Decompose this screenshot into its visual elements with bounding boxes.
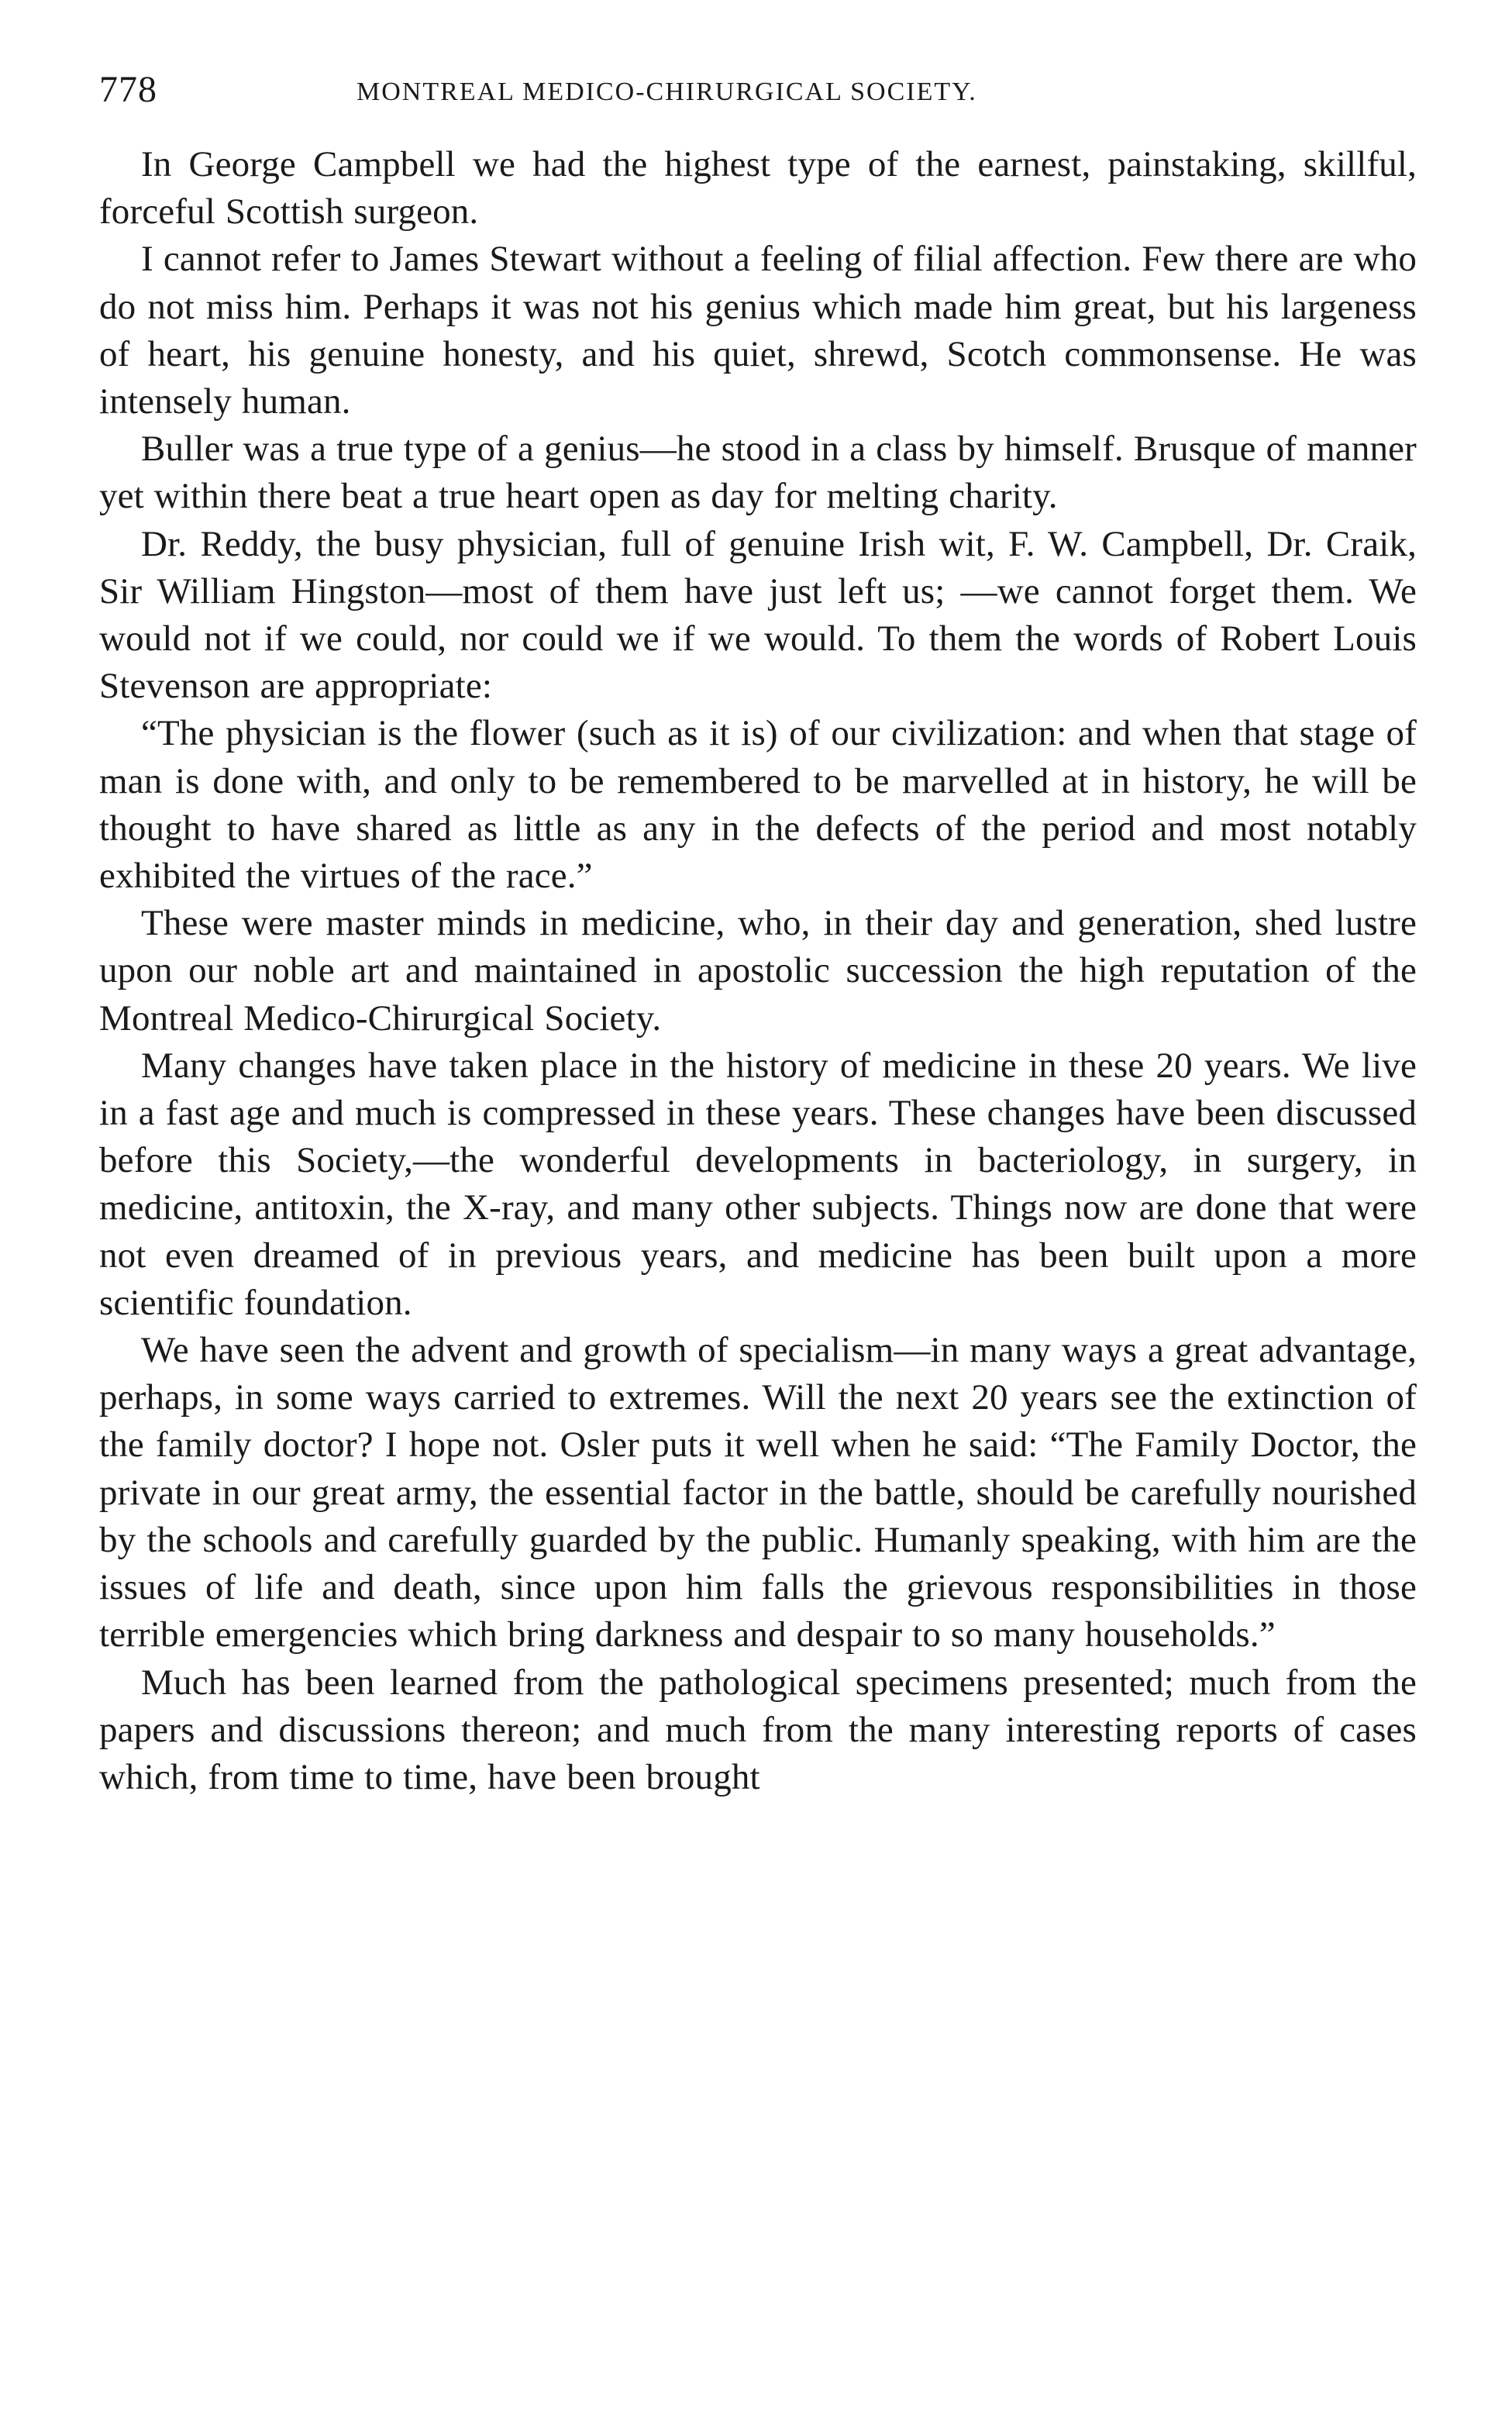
paragraph-pathological: Much has been learned from the pathological specimens presented; much from the papers and discussions thereon; and much from the many interesting reports of cases which, from time to time, have been brought [99,1662,1417,1797]
running-header [99,62,1417,132]
page-number: 778 [99,69,157,110]
paragraph-specialism: We have seen the advent and growth of specialism—in many ways a great advantage, perhaps, in some ways carried to extremes. Will the next 20 years see the extinction of the family doctor? I hope not. Osler puts it well when he said: “The Family Doctor, the private in our great army, the essential factor in the battle, should be carefully nourished by the schools and carefully guarded by the public. Humanly speaking, with him are the issues of life and death, since upon him falls the grievous responsibilities in those terrible emergencies which bring darkness and despair to so many households.” [99,1330,1417,1655]
paragraph-stewart: I cannot refer to James Stewart without a feeling of filial affection. Few there are who do not miss him. Perhaps it was not his genius which made him great, but his largeness of heart, his genuine honesty, and his quiet, shrewd, Scotch commonsense. He was intensely human. [99,239,1417,422]
body-text [99,141,1417,1801]
paragraph-master-minds: These were master minds in medicine, who, in their day and generation, shed lustre upon our noble art and maintained in apostolic succession the high reputation of the Montreal Medico-Chirurgical Society. [99,903,1417,1039]
running-title: MONTREAL MEDICO-CHIRURGICAL SOCIETY. [356,78,977,106]
paragraph-stevenson-quote: “The physician is the flower (such as it is) of our civilization: and when that stage of man is done with, and only to be remembered to be marvelled at in history, he will be thought to have shared as little as any in the defects of the period and most notably exhibited the virtues of the race.” [99,713,1417,897]
paragraph-buller: Buller was a true type of a genius—he stood in a class by himself. Brusque of manner yet within there beat a true heart open as day for melting charity. [99,429,1417,517]
paragraph-reddy: Dr. Reddy, the busy physician, full of genuine Irish wit, F. W. Campbell, Dr. Craik, Sir William Hingston—most of them have just left us; —we cannot forget them. We would not if we could, nor could we if we would. To them the words of Robert Louis Stevenson are appropriate: [99,523,1417,707]
paragraph-campbell: In George Campbell we had the highest type of the earnest, painstaking, skillful, forceful Scottish surgeon. [99,144,1417,233]
paragraph-changes: Many changes have taken place in the history of medicine in these 20 years. We live in a fast age and much is compressed in these years. These changes have been discussed before this Society,—the wonderful developments in bacteriology, in surgery, in medicine, antitoxin, the X-ray, and many other subjects. Things now are done that were not even dreamed of in previous years, and medicine has been built upon a more scientific foundation. [99,1045,1417,1323]
document-page [99,62,1417,1801]
